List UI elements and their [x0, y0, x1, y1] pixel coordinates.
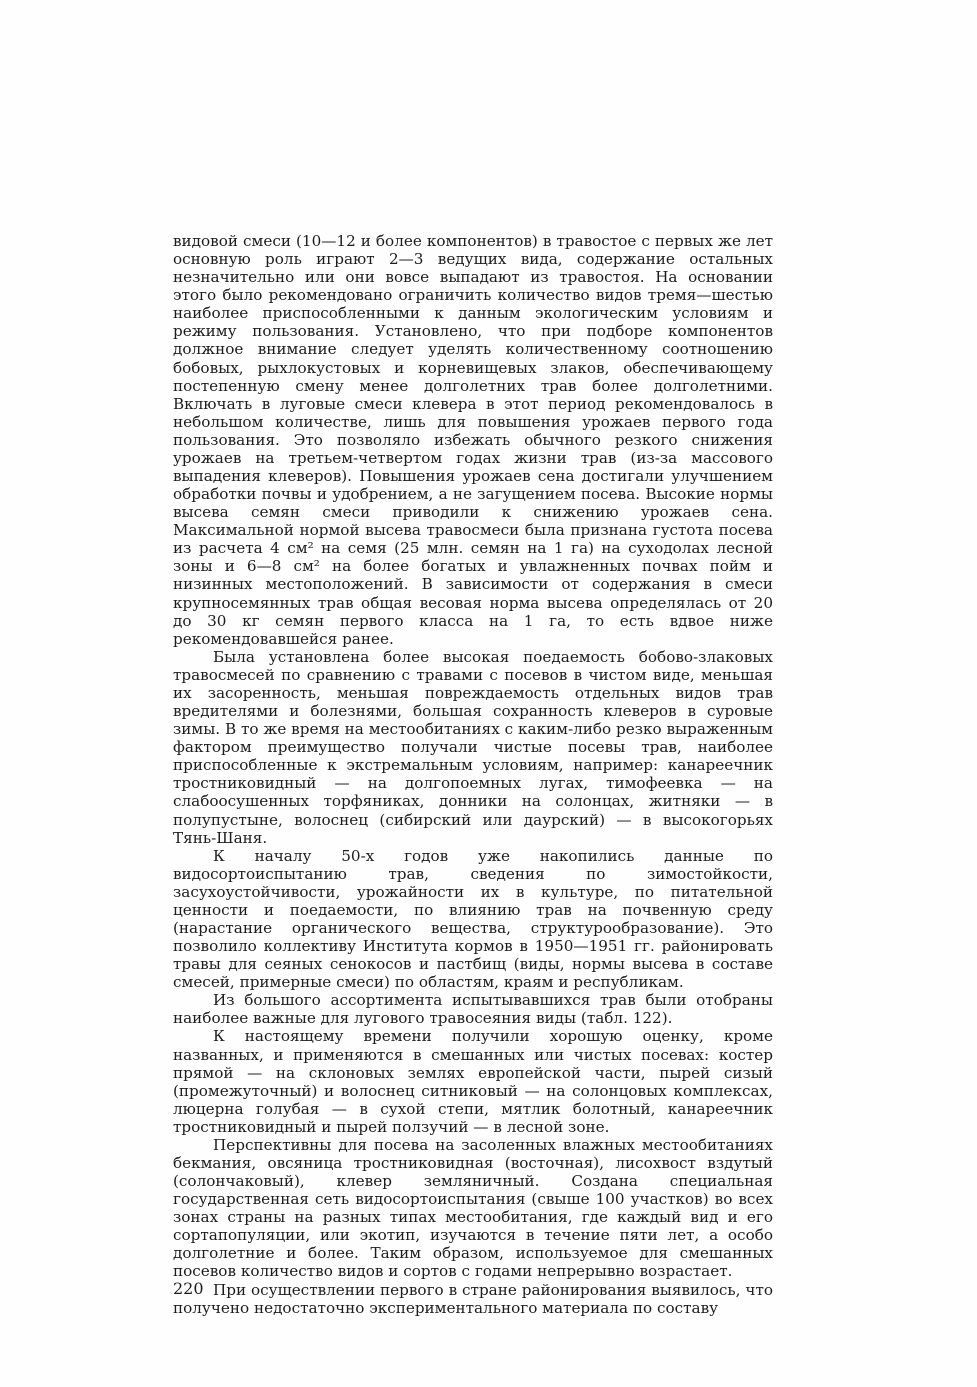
page-number: 220 [173, 1279, 204, 1298]
paragraph: При осуществлении первого в стране районирования выявилось, что получено недостаточно экспериментального материала по составу [173, 1280, 773, 1317]
paragraph: Перспективны для посева на засоленных влажных местообитаниях бекмания, овсяница тростниковидная (восточная), лисохвост вздутый (солончаковый), клевер земляничный. Создана специальная государственная сеть видосортоиспытания (свыше 100 участков) во всех зонах страны на разных типах местообитания, где каждый вид и его сортапопуляции, или экотип, изучаются в течение пяти лет, а особо долголетние и более. Таким образом, используемое для смешанных посевов количество видов и сортов с годами непрерывно возрастает. [173, 1135, 773, 1281]
paragraph-continued: видовой смеси (10—12 и более компонентов) в травостое с первых же лет основную роль играют 2—3 ведущих вида, содержание остальных незначительно или они вовсе выпадают из травостоя. На основании этого было рекомендовано ограничить количество видов тремя—шестью наиболее приспособленными к данным экологическим условиям и режиму пользования. Установлено, что при подборе компонентов должное внимание следует уделять количественному соотношению бобовых, рыхлокустовых и корневищевых злаков, обеспечивающему постепенную смену менее долголетних трав более долголетними. Включать в луговые смеси клевера в этот период рекомендовалось в небольшом количестве, лишь для повышения урожаев первого года пользования. Это позволяло избежать обычного резкого снижения урожаев на третьем-четвертом годах жизни трав (из-за массового выпадения клеверов). Повышения урожаев сена достигали улучшением обработки почвы и удобрением, а не загущением посева. Высокие нормы высева семян смеси приводили к снижению урожаев сена. Максимальной нормой высева травосмеси была признана густота посева из расчета 4 см² на семя (25 млн. семян на 1 га) на суходолах лесной зоны и 6—8 см² на более богатых и увлажненных почвах пойм и низинных местоположений. В зависимости от содержания в смеси крупносемянных трав общая весовая норма высева определялась от 20 до 30 кг семян первого класса на 1 га, то есть вдвое ниже рекомендовавшейся ранее. [173, 232, 773, 648]
paragraph: Была установлена более высокая поедаемость бобово-злаковых травосмесей по сравнению с травами с посевов в чистом виде, меньшая их засоренность, меньшая повреждаемость отдельных видов трав вредителями и болезнями, большая сохранность клеверов в суровые зимы. В то же время на местообитаниях с каким-либо резко выраженным фактором преимущество получали чистые посевы трав, наиболее приспособленные к экстремальным условиям, например: канареечник тростниковидный — на долгопоемных лугах, тимофеевка — на слабоосушенных торфяниках, донники на солонцах, житняки — в полупустыне, волоснец (сибирский или даурский) — в высокогорьях Тянь-Шаня. [173, 647, 773, 847]
paragraph: Из большого ассортимента испытывавшихся трав были отобраны наиболее важные для лугового травосеяния виды (табл. 122). [173, 991, 773, 1028]
paragraph: К началу 50-х годов уже накопились данные по видосортоиспытанию трав, сведения по зимостойкости, засухоустойчивости, урожайности их в культуре, по питательной ценности и поедаемости, по влиянию трав на почвенную среду (нарастание органического вещества, структурообразование). Это позволило коллективу Института кормов в 1950—1951 гг. районировать травы для сеяных сенокосов и пастбищ (виды, нормы высева в составе смесей, примерные смеси) по областям, краям и республикам. [173, 846, 773, 992]
body-text [173, 232, 773, 1317]
paragraph: К настоящему времени получили хорошую оценку, кроме названных, и применяются в смешанных или чистых посевах: костер прямой — на склоновых землях европейской части, пырей сизый (промежуточный) и волоснец ситниковый — на солонцовых комплексах, люцерна голубая — в сухой степи, мятлик болотный, канареечник тростниковидный и пырей ползучий — в лесной зоне. [173, 1027, 773, 1136]
